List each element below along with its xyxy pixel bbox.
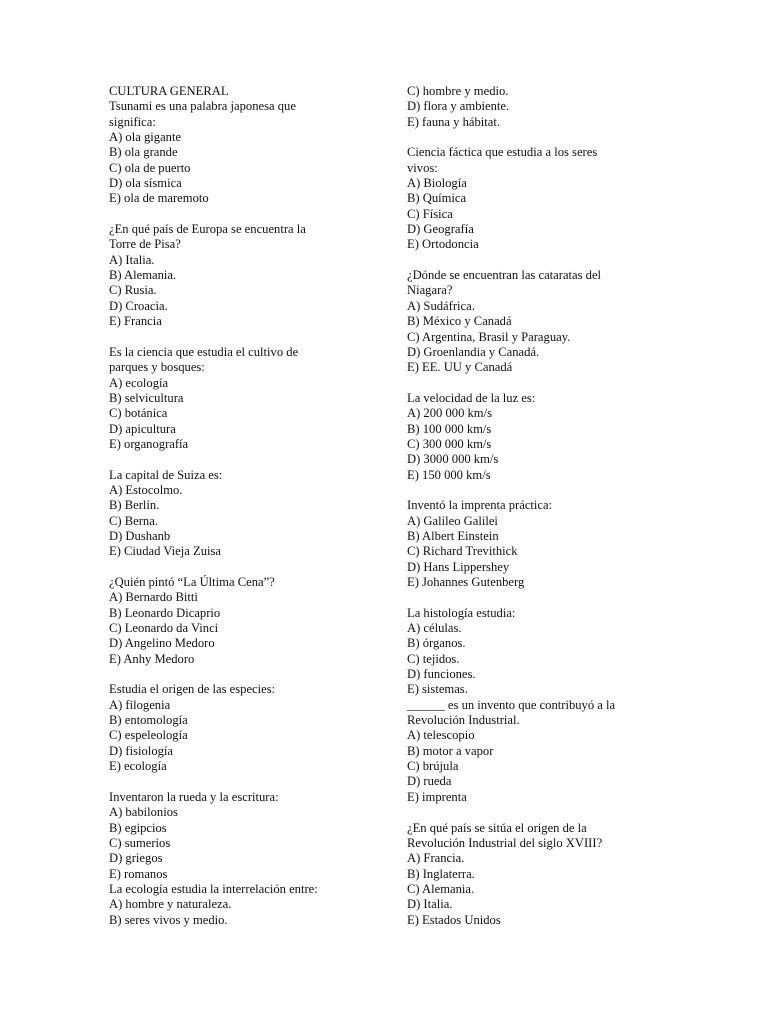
- text-line: significa:: [109, 114, 156, 129]
- text-line: D) Groenlandia y Canadá.: [407, 344, 540, 359]
- text-line: E) organografía: [109, 436, 189, 451]
- text-line: E) Ciudad Vieja Zuisa: [109, 544, 221, 559]
- text-line: CULTURA GENERAL: [109, 84, 229, 98]
- text-line: B) Albert Einstein: [407, 528, 499, 543]
- text-line: D) Italia.: [407, 897, 453, 912]
- text-line: B) Inglaterra.: [407, 866, 475, 881]
- text-line: A) 200 000 km/s: [407, 406, 493, 421]
- text-line: A) Estocolmo.: [109, 482, 183, 497]
- text-line: E) romanos: [109, 866, 168, 881]
- text-line: B) egipcios: [109, 820, 167, 835]
- text-line: Tsunami es una palabra japonesa que: [109, 99, 296, 114]
- text-line: C) Alemania.: [407, 881, 475, 896]
- text-line: A) babilonios: [109, 805, 178, 820]
- text-line: A) Francia.: [407, 851, 465, 866]
- text-line: D) Hans Lippershey: [407, 559, 510, 574]
- blank-line: [407, 590, 657, 605]
- text-line: A) Sudáfrica.: [407, 298, 475, 313]
- text-line: C) Berna.: [109, 513, 158, 528]
- text-line: D) Geografía: [407, 222, 474, 237]
- text-line: ¿Quién pintó “La Última Cena”?: [109, 575, 275, 589]
- text-line: B) Berlín.: [109, 498, 160, 513]
- text-line: La ecología estudia la interrelación entre:: [109, 881, 318, 896]
- text-line: C) tejidos.: [407, 651, 460, 666]
- text-line: A) Bernardo Bitti: [109, 590, 198, 605]
- text-line: ¿En qué país de Europa se encuentra la: [109, 222, 306, 237]
- text-line: D) flora y ambiente.: [407, 99, 510, 114]
- text-line: B) entomología: [109, 713, 188, 728]
- text-line: E) fauna y hábitat.: [407, 114, 501, 129]
- text-line: Niagara?: [407, 283, 453, 298]
- text-line: C) espeleología: [109, 728, 188, 743]
- text-line: B) México y Canadá: [407, 314, 512, 329]
- text-line: C) Rusia.: [109, 283, 157, 298]
- text-line: ¿En qué país se sitúa el origen de la: [407, 820, 587, 835]
- text-line: D) Dushanb: [109, 528, 171, 543]
- text-line: Ciencia fáctica que estudia a los seres: [407, 145, 598, 160]
- text-line: D) rueda: [407, 774, 452, 789]
- text-line: ______ es un invento que contribuyó a la: [407, 697, 616, 712]
- blank-line: [407, 483, 657, 498]
- blank-line: [109, 207, 359, 222]
- text-line: E) Francia: [109, 314, 162, 329]
- text-line: C) 300 000 km/s: [407, 436, 492, 451]
- text-line: D) ola sísmica: [109, 176, 182, 191]
- text-line: B) Leonardo Dicaprio: [109, 605, 221, 620]
- text-line: C) sumerios: [109, 835, 171, 850]
- text-line: C) brújula: [407, 759, 459, 774]
- blank-line: [109, 330, 359, 345]
- text-line: C) Física: [407, 206, 453, 221]
- text-line: B) motor a vapor: [407, 743, 494, 758]
- text-line: C) Argentina, Brasil y Paraguay.: [407, 329, 571, 344]
- text-line: Es la ciencia que estudia el cultivo de: [109, 344, 299, 359]
- text-line: La capital de Suiza es:: [109, 467, 223, 482]
- text-line: La velocidad de la luz es:: [407, 390, 536, 405]
- text-line: C) ola de puerto: [109, 160, 191, 175]
- text-line: E) Johannes Gutenberg: [407, 575, 525, 589]
- blank-line: [109, 452, 359, 467]
- blank-line: [407, 130, 657, 145]
- text-line: Estudia el origen de las especies:: [109, 682, 276, 697]
- text-line: C) Leonardo da Vinci: [109, 621, 219, 636]
- text-line: E) Estados Unidos: [407, 912, 501, 927]
- blank-line: [109, 560, 359, 575]
- text-line: E) ecología: [109, 759, 167, 774]
- blank-line: [109, 667, 359, 682]
- text-line: A) hombre y naturaleza.: [109, 897, 232, 912]
- blank-line: [407, 805, 657, 820]
- text-line: D) apicultura: [109, 421, 176, 436]
- blank-line: [109, 774, 359, 789]
- text-line: parques y bosques:: [109, 360, 205, 375]
- text-line: B) Alemania.: [109, 268, 177, 283]
- text-line: D) Angelino Medoro: [109, 636, 215, 651]
- text-line: B) órganos.: [407, 636, 466, 651]
- text-line: A) Italia.: [109, 252, 155, 267]
- text-line: D) 3000 000 km/s: [407, 452, 499, 467]
- right-column: [407, 84, 657, 928]
- text-line: B) ola grande: [109, 145, 178, 160]
- text-line: E) Anhy Medoro: [109, 651, 195, 666]
- text-line: E) sistemas.: [407, 682, 468, 697]
- text-line: B) 100 000 km/s: [407, 421, 492, 436]
- text-line: La histología estudia:: [407, 605, 516, 620]
- text-line: E) imprenta: [407, 789, 467, 804]
- text-line: C) botánica: [109, 406, 168, 421]
- text-line: Inventó la imprenta práctica:: [407, 498, 553, 513]
- text-line: ¿Dónde se encuentran las cataratas del: [407, 268, 602, 283]
- text-line: D) Croacia.: [109, 298, 168, 313]
- text-line: A) Biología: [407, 176, 467, 191]
- text-line: C) hombre y medio.: [407, 84, 509, 98]
- blank-line: [407, 253, 657, 268]
- text-line: A) telescopio: [407, 728, 475, 743]
- text-line: Torre de Pisa?: [109, 237, 181, 252]
- text-line: E) 150 000 km/s: [407, 467, 491, 482]
- text-line: B) Química: [407, 191, 467, 206]
- text-line: A) ecología: [109, 375, 169, 390]
- text-line: Inventaron la rueda y la escritura:: [109, 789, 279, 804]
- blank-line: [407, 376, 657, 391]
- text-line: E) EE. UU y Canadá: [407, 360, 513, 375]
- text-line: E) Ortodoncia: [407, 237, 479, 252]
- text-line: Revolución Industrial del siglo XVIII?: [407, 835, 603, 850]
- text-line: B) seres vivos y medio.: [109, 912, 228, 927]
- text-line: Revolución Industrial.: [407, 713, 520, 728]
- text-line: vivos:: [407, 160, 438, 175]
- text-line: D) griegos: [109, 851, 163, 866]
- text-line: B) selvicultura: [109, 390, 184, 405]
- text-line: D) fisiología: [109, 743, 174, 758]
- text-line: D) funciones.: [407, 667, 476, 682]
- text-line: A) Galileo Galilei: [407, 513, 498, 528]
- text-line: E) ola de maremoto: [109, 191, 209, 206]
- text-line: A) células.: [407, 621, 462, 636]
- text-line: C) Richard Trevithick: [407, 544, 518, 559]
- text-line: A) ola gigante: [109, 130, 182, 145]
- text-line: A) filogenia: [109, 697, 171, 712]
- left-column: [109, 84, 359, 928]
